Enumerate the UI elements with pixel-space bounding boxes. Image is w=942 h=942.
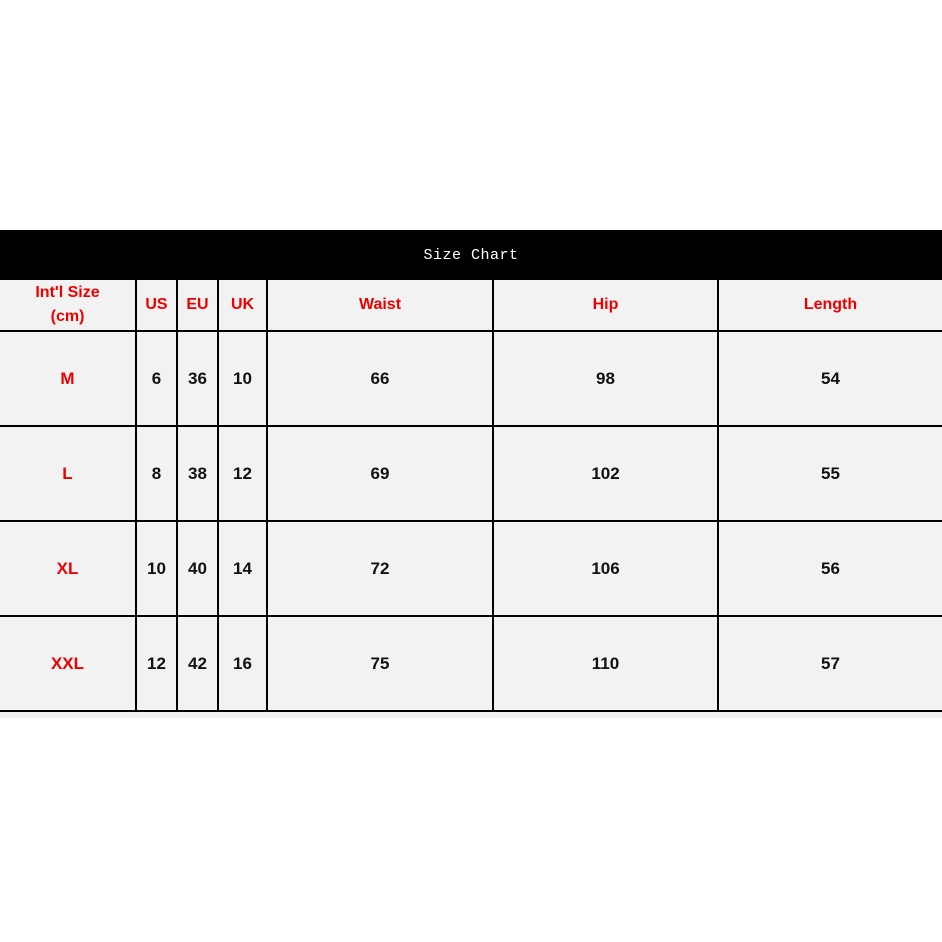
- bottom-strip: [0, 712, 942, 718]
- size-cell: M: [0, 331, 136, 426]
- waist-cell: 72: [267, 521, 493, 616]
- eu-cell: 36: [177, 331, 218, 426]
- size-chart: [0, 230, 942, 718]
- waist-cell: 66: [267, 331, 493, 426]
- size-cell: L: [0, 426, 136, 521]
- eu-cell: 40: [177, 521, 218, 616]
- uk-cell: 16: [218, 616, 267, 711]
- us-cell: 6: [136, 331, 177, 426]
- table-row: [0, 426, 942, 521]
- us-cell: 10: [136, 521, 177, 616]
- waist-cell: 75: [267, 616, 493, 711]
- size-cell: XL: [0, 521, 136, 616]
- chart-title: Size Chart: [0, 230, 942, 280]
- eu-cell: 38: [177, 426, 218, 521]
- uk-cell: 14: [218, 521, 267, 616]
- table-row: [0, 521, 942, 616]
- header-intl-size: Int'l Size (cm): [0, 280, 136, 331]
- eu-cell: 42: [177, 616, 218, 711]
- size-table: [0, 280, 942, 712]
- header-hip: Hip: [493, 280, 718, 331]
- hip-cell: 102: [493, 426, 718, 521]
- header-waist: Waist: [267, 280, 493, 331]
- header-eu: EU: [177, 280, 218, 331]
- table-row: [0, 616, 942, 711]
- header-row: [0, 280, 942, 331]
- hip-cell: 110: [493, 616, 718, 711]
- hip-cell: 106: [493, 521, 718, 616]
- length-cell: 56: [718, 521, 942, 616]
- us-cell: 8: [136, 426, 177, 521]
- uk-cell: 12: [218, 426, 267, 521]
- us-cell: 12: [136, 616, 177, 711]
- length-cell: 54: [718, 331, 942, 426]
- header-length: Length: [718, 280, 942, 331]
- length-cell: 57: [718, 616, 942, 711]
- hip-cell: 98: [493, 331, 718, 426]
- uk-cell: 10: [218, 331, 267, 426]
- size-cell: XXL: [0, 616, 136, 711]
- table-row: [0, 331, 942, 426]
- waist-cell: 69: [267, 426, 493, 521]
- header-uk: UK: [218, 280, 267, 331]
- length-cell: 55: [718, 426, 942, 521]
- header-us: US: [136, 280, 177, 331]
